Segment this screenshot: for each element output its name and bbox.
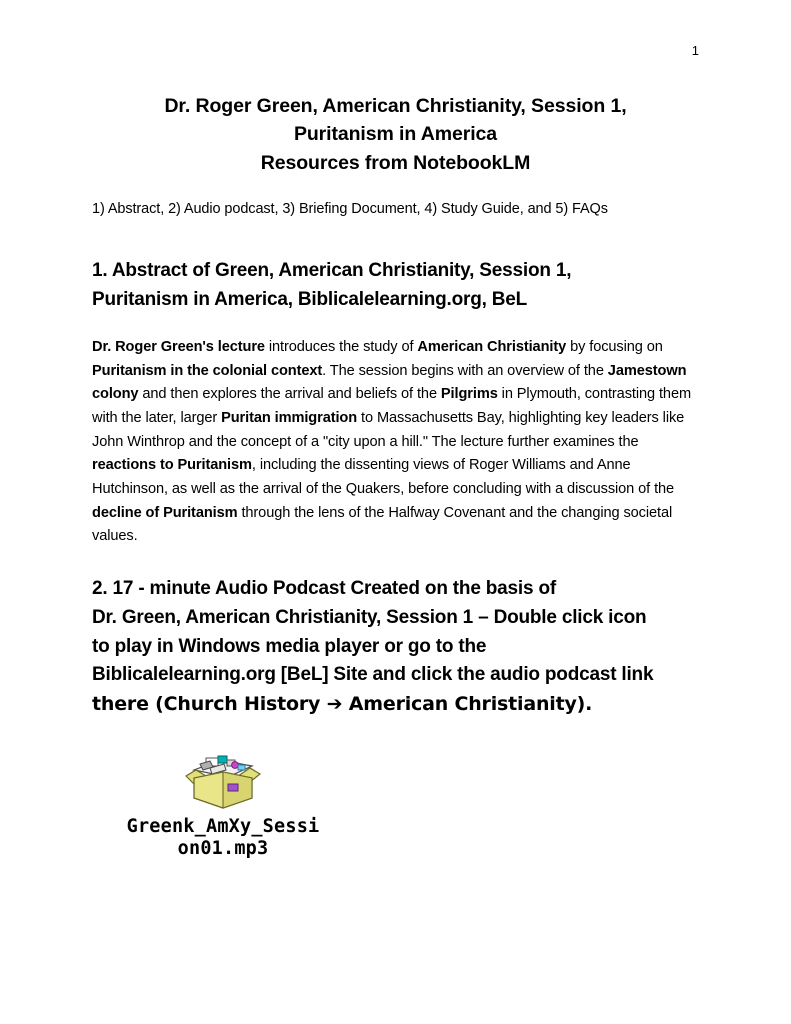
paragraph-run-7: and then explores the arrival and beliefs of the bbox=[138, 386, 441, 403]
section-2-heading-line-4: Biblicalelearning.org [BeL] Site and click the audio podcast link bbox=[92, 664, 654, 686]
paragraph-run-1: introduces the study of bbox=[264, 339, 418, 356]
section-2-heading-line-1: 2. 17 - minute Audio Podcast Created on the basis of bbox=[92, 577, 556, 599]
section-1-heading-line-1: 1. Abstract of Green, American Christianity, Session 1, bbox=[92, 260, 572, 282]
section-2-heading-line-3: to play in Windows media player or go to the bbox=[92, 635, 487, 657]
attachment-filename-line-2: on01.mp3 bbox=[177, 838, 269, 860]
section-2-heading-line-2: Dr. Green, American Christianity, Session 1 – Double click icon bbox=[92, 606, 647, 628]
section-2-heading bbox=[92, 575, 699, 720]
document-content bbox=[92, 92, 699, 860]
audio-attachment-object[interactable] bbox=[98, 750, 348, 860]
attachment-filename-line-1: Greenk_AmXy_Sessi bbox=[126, 816, 320, 838]
section-1-heading-line-2: Puritanism in America, Biblicalelearning.org, BeL bbox=[92, 288, 528, 310]
paragraph-run-6: Jamestown colony bbox=[92, 362, 687, 403]
title-line-3: Resources from NotebookLM bbox=[260, 151, 531, 174]
paragraph-run-2: American Christianity bbox=[417, 339, 567, 356]
title-line-2: Puritanism in America bbox=[293, 123, 498, 146]
paragraph-run-11: to Massachusetts Bay, highlighting key leaders like John Winthrop and the concept of a "city upon a hill." The lecture further examines the bbox=[92, 410, 685, 450]
section-1-heading bbox=[92, 257, 699, 314]
section-1-paragraph bbox=[92, 336, 699, 549]
paragraph-run-14: decline of Puritanism bbox=[92, 504, 238, 521]
document-title bbox=[92, 92, 699, 177]
paragraph-run-4: Puritanism in the colonial context bbox=[92, 362, 323, 379]
package-box-icon bbox=[180, 750, 266, 812]
paragraph-run-12: reactions to Puritanism bbox=[92, 457, 252, 474]
paragraph-run-8: Pilgrims bbox=[440, 386, 498, 403]
section-2-heading-line-5: there (Church History ➔ American Christianity). bbox=[92, 693, 593, 716]
paragraph-run-5: . The session begins with an overview of the bbox=[322, 362, 608, 379]
attachment-filename bbox=[98, 816, 348, 860]
paragraph-run-13: , including the dissenting views of Roger Williams and Anne Hutchinson, as well as the arrival of the Quakers, before concluding with a discussion of the bbox=[92, 457, 675, 497]
document-subtitle: 1) Abstract, 2) Audio podcast, 3) Briefing Document, 4) Study Guide, and 5) FAQs bbox=[92, 200, 608, 217]
paragraph-run-9: in Plymouth, contrasting them with the later, larger bbox=[92, 386, 692, 427]
paragraph-run-3: by focusing on bbox=[566, 339, 663, 356]
paragraph-run-0: Dr. Roger Green's lecture bbox=[92, 339, 265, 356]
page-number: 1 bbox=[691, 43, 699, 58]
title-line-1: Dr. Roger Green, American Christianity, Session 1, bbox=[164, 95, 627, 117]
paragraph-run-15: through the lens of the Halfway Covenant and the changing societal values. bbox=[92, 504, 673, 545]
paragraph-run-10: Puritan immigration bbox=[221, 410, 358, 427]
